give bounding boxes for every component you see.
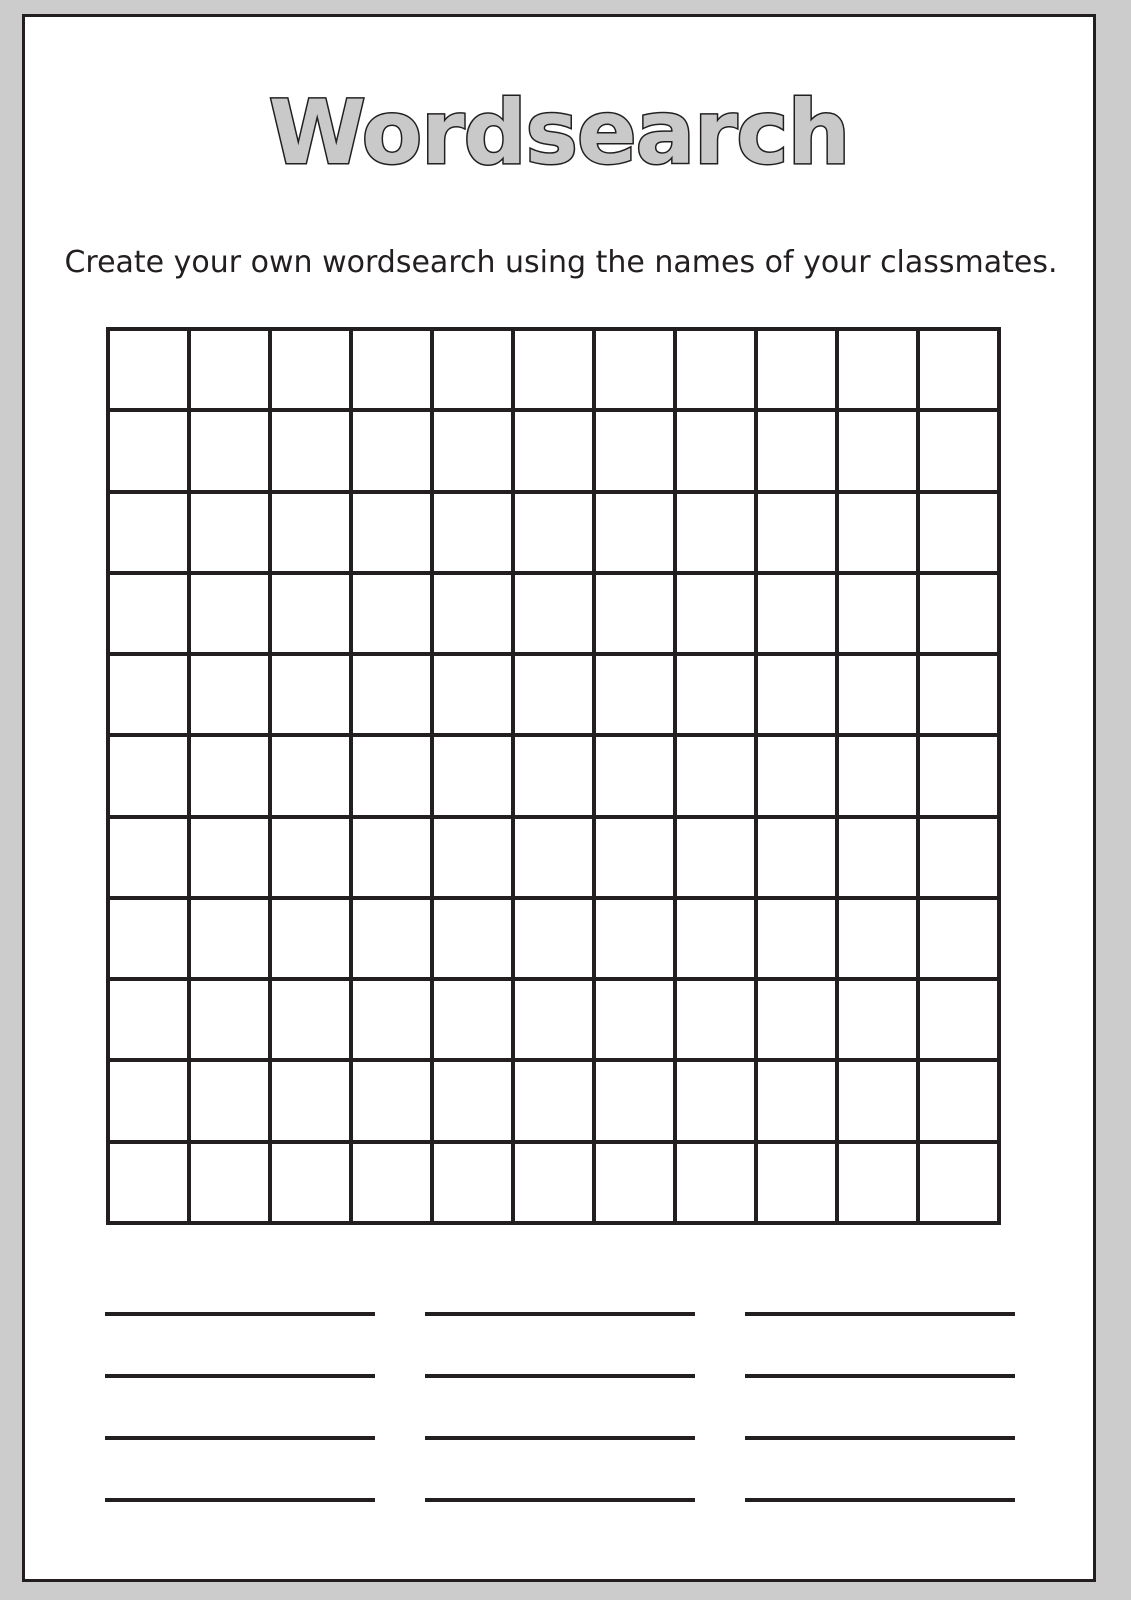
grid-cell[interactable] [920,819,1001,900]
grid-cell[interactable] [596,981,677,1062]
instruction-text: Create your own wordsearch using the names of your classmates. [64,245,1058,280]
grid-cell[interactable] [434,331,515,412]
answer-line[interactable] [105,1374,375,1378]
grid-cell[interactable] [353,981,434,1062]
grid-cell[interactable] [110,656,191,737]
grid-cell[interactable] [515,1144,596,1225]
grid-cell[interactable] [596,412,677,493]
grid-cell[interactable] [758,331,839,412]
grid-cell[interactable] [191,412,272,493]
grid-cell[interactable] [839,494,920,575]
grid-cell[interactable] [191,656,272,737]
grid-cell[interactable] [353,1144,434,1225]
grid-cell[interactable] [272,656,353,737]
grid-cell[interactable] [839,412,920,493]
answer-lines-area [105,1312,1015,1502]
grid-cell[interactable] [515,412,596,493]
answer-line[interactable] [105,1498,375,1502]
grid-cell[interactable] [677,900,758,981]
grid-cell[interactable] [110,1144,191,1225]
grid-cell[interactable] [596,737,677,818]
grid-cell[interactable] [515,900,596,981]
grid-cell[interactable] [272,494,353,575]
grid-cell[interactable] [434,1062,515,1143]
grid-cell[interactable] [353,412,434,493]
grid-cell[interactable] [920,412,1001,493]
grid-cell[interactable] [596,1062,677,1143]
grid-cell[interactable] [758,981,839,1062]
answer-line[interactable] [425,1374,695,1378]
grid-cell[interactable] [110,331,191,412]
grid-cell[interactable] [758,575,839,656]
grid-cell[interactable] [596,900,677,981]
grid-cell[interactable] [191,819,272,900]
grid-cell[interactable] [110,981,191,1062]
grid-cell[interactable] [191,900,272,981]
worksheet-page [22,14,1096,1582]
grid-cell[interactable] [758,1062,839,1143]
grid-cell[interactable] [920,656,1001,737]
grid-cell[interactable] [515,981,596,1062]
grid-cell[interactable] [434,656,515,737]
grid-cell[interactable] [758,656,839,737]
grid-cell[interactable] [677,656,758,737]
grid-cell[interactable] [191,1062,272,1143]
answer-line[interactable] [105,1312,375,1316]
grid-cell[interactable] [272,819,353,900]
grid-cell[interactable] [110,737,191,818]
grid-cell[interactable] [353,656,434,737]
grid-cell[interactable] [677,494,758,575]
grid-cell[interactable] [515,819,596,900]
grid-cell[interactable] [353,494,434,575]
grid-cell[interactable] [515,494,596,575]
grid-cell[interactable] [596,331,677,412]
grid-cell[interactable] [353,737,434,818]
answer-line[interactable] [745,1374,1015,1378]
grid-cell[interactable] [272,1144,353,1225]
answer-lines-column [105,1312,375,1502]
answer-line[interactable] [745,1312,1015,1316]
grid-cell[interactable] [272,737,353,818]
grid-cell[interactable] [434,900,515,981]
grid-cell[interactable] [434,412,515,493]
grid-cell[interactable] [191,494,272,575]
grid-cell[interactable] [677,575,758,656]
grid-cell[interactable] [920,331,1001,412]
grid-cell[interactable] [110,412,191,493]
grid-cell[interactable] [839,1062,920,1143]
answer-lines-column [745,1312,1015,1502]
wordsearch-grid[interactable] [106,327,1001,1225]
grid-cell[interactable] [677,412,758,493]
answer-line[interactable] [425,1436,695,1440]
grid-cell[interactable] [110,575,191,656]
grid-cell[interactable] [272,575,353,656]
grid-cell[interactable] [515,1062,596,1143]
grid-cell[interactable] [272,981,353,1062]
grid-cell[interactable] [677,981,758,1062]
grid-cell[interactable] [434,1144,515,1225]
answer-line[interactable] [745,1498,1015,1502]
grid-cell[interactable] [110,819,191,900]
answer-lines-column [425,1312,695,1502]
grid-cell[interactable] [839,737,920,818]
grid-cell[interactable] [677,331,758,412]
answer-line[interactable] [425,1498,695,1502]
grid-cell[interactable] [920,575,1001,656]
grid-cell[interactable] [434,819,515,900]
grid-cell[interactable] [677,1144,758,1225]
grid-cell[interactable] [839,819,920,900]
grid-cell[interactable] [758,737,839,818]
grid-cell[interactable] [839,331,920,412]
grid-cell[interactable] [515,331,596,412]
grid-cell[interactable] [758,494,839,575]
grid-cell[interactable] [515,656,596,737]
grid-cell[interactable] [110,900,191,981]
grid-cell[interactable] [272,331,353,412]
grid-cell[interactable] [758,412,839,493]
page-title: Wordsearch [268,81,850,184]
grid-cell[interactable] [353,575,434,656]
answer-line[interactable] [105,1436,375,1440]
grid-cell[interactable] [596,819,677,900]
grid-cell[interactable] [758,1144,839,1225]
grid-cell[interactable] [596,1144,677,1225]
grid-cell[interactable] [839,656,920,737]
grid-cell[interactable] [677,737,758,818]
grid-cell[interactable] [191,981,272,1062]
grid-cell[interactable] [434,575,515,656]
grid-cell[interactable] [920,494,1001,575]
grid-cell[interactable] [191,331,272,412]
grid-cell[interactable] [272,900,353,981]
grid-cell[interactable] [272,412,353,493]
grid-cell[interactable] [515,575,596,656]
grid-cell[interactable] [515,737,596,818]
answer-line[interactable] [745,1436,1015,1440]
grid-cell[interactable] [920,1144,1001,1225]
grid-cell[interactable] [191,575,272,656]
grid-cell[interactable] [839,900,920,981]
grid-cell[interactable] [758,819,839,900]
grid-cell[interactable] [353,331,434,412]
grid-cell[interactable] [920,900,1001,981]
grid-cell[interactable] [758,900,839,981]
grid-cell[interactable] [434,737,515,818]
grid-cell[interactable] [191,737,272,818]
grid-cell[interactable] [839,981,920,1062]
grid-cell[interactable] [353,819,434,900]
grid-cell[interactable] [920,737,1001,818]
grid-cell[interactable] [191,1144,272,1225]
grid-cell[interactable] [434,981,515,1062]
grid-cell[interactable] [596,575,677,656]
grid-cell[interactable] [596,656,677,737]
grid-cell[interactable] [110,1062,191,1143]
grid-cell[interactable] [920,981,1001,1062]
grid-cell[interactable] [353,900,434,981]
grid-cell[interactable] [677,819,758,900]
grid-cell[interactable] [839,1144,920,1225]
grid-cell[interactable] [677,1062,758,1143]
grid-cell[interactable] [272,1062,353,1143]
grid-cell[interactable] [110,494,191,575]
answer-line[interactable] [425,1312,695,1316]
grid-cell[interactable] [353,1062,434,1143]
grid-cell[interactable] [920,1062,1001,1143]
grid-cell[interactable] [434,494,515,575]
grid-cell[interactable] [596,494,677,575]
grid-cell[interactable] [839,575,920,656]
